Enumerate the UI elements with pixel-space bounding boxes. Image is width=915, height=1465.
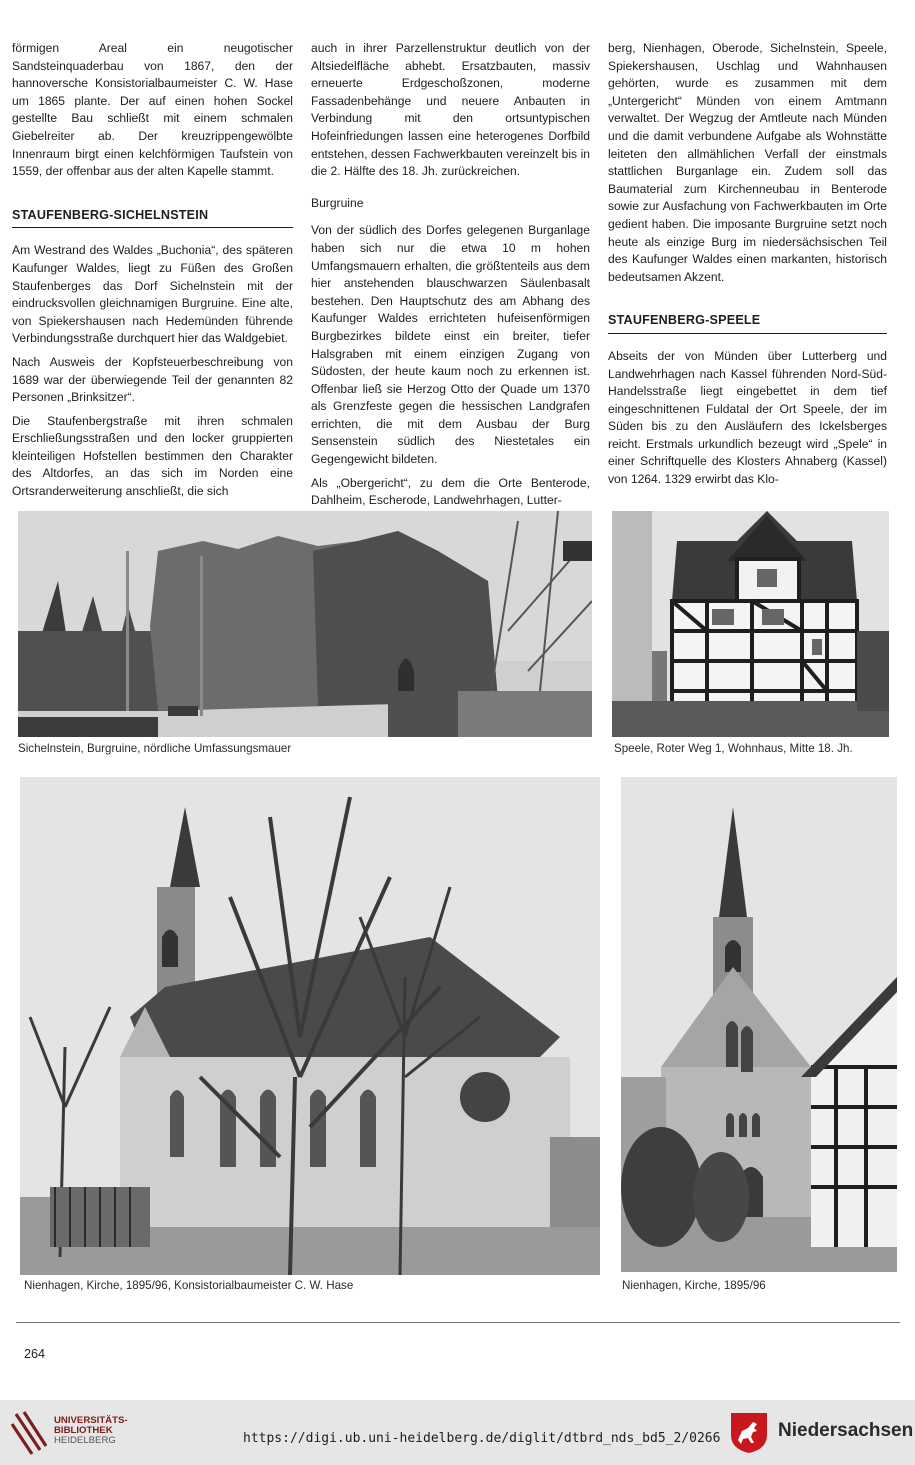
library-line-1: UNIVERSITÄTS- <box>54 1415 128 1426</box>
photo-half-timbered-house <box>612 511 889 737</box>
library-line-3: HEIDELBERG <box>54 1435 116 1447</box>
page-number: 264 <box>24 1347 46 1361</box>
caption-half-timbered-house: Speele, Roter Weg 1, Wohnhaus, Mitte 18. Jh. <box>614 742 853 755</box>
paragraph: förmigen Areal ein neugotischer Sandsteinquaderbau von 1867, den der hannoversche Konsistorialbaumeister C. W. Hase um 1865 plante. Der auf einen hohen Sockel gestellte Bau schließt mit einem schmalen Giebelreiter ab. Der kreuzrippengewölbte Innenraum birgt einen kelchförmigen Taufstein von 1559, der offenbar aus der alten Kapelle stammt. <box>12 41 293 179</box>
paragraph: berg, Nienhagen, Oberode, Sichelnstein, Speele, Spiekershausen, Uschlag und Wahnhausen gehörten, wurde es zusammen mit dem „Untergericht“ Münden von einem Amtmann verwaltet. Der Wegzug der Amtleute nach Münden und die damit verbundene Aufgabe als Wohnstätte leiteten den allmählichen Verfall der einstmals stattlichen Burganlage ein. Zudem soll das Baumaterial zum Kirchenneubau in Benterode sowie zur Ausfachung von Fachwerkbauten im Orte gedient haben. Die imposante Burgruine setzt noch heute als einzige Burg im niedersächsischen Teil des Kaufunger Waldes einen markanten, historisch bedeutsamen Akzent. <box>608 41 887 284</box>
section-heading-sichelnstein: STAUFENBERG-SICHELNSTEIN <box>12 207 293 229</box>
library-line-2: BIBLIOTHEK <box>54 1425 113 1437</box>
text-column-2 <box>311 40 590 510</box>
subheading-burgruine: Burgruine <box>311 195 364 210</box>
university-library-name[interactable] <box>54 1416 128 1447</box>
text-column-1 <box>12 40 293 501</box>
viewer-footer-bar <box>0 1400 915 1465</box>
paragraph: Als „Obergericht“, zu dem die Orte Benterode, Dahlheim, Escherode, Landwehrhagen, Lutter- <box>311 475 590 508</box>
paragraph: Abseits der von Münden über Lutterberg und Landwehrhagen nach Kassel führenden Nord-Süd-Handelsstraße liegt eingebettet in dem tief eingeschnittenen Fuldatal der Ort Speele, der im Süden bis zu den Ausläufern des Ickelsberges reicht. Erstmals urkundlich bezeugt wird „Spele“ in einer Schriftquelle des Klosters Ahnaberg (Kassel) von 1264. 1329 erwirbt das Klo- <box>608 348 887 487</box>
photo-castle-ruin <box>18 511 592 737</box>
section-heading-speele: STAUFENBERG-SPEELE <box>608 312 887 334</box>
paragraph: Am Westrand des Waldes „Buchonia“, des späteren Kaufunger Waldes, liegt zu Füßen des Großen Staufenberges das Dorf Sichelnstein mit der eindrucksvollen gleichnamigen Burgruine. Eine alte, von Spiekershausen nach Hedemünden führende Verbindungsstraße durchquert hier das Waldgebiet. <box>12 243 293 346</box>
document-url-link[interactable]: https://digi.ub.uni-heidelberg.de/diglit/dtbrd_nds_bd5_2/0266 <box>243 1431 721 1446</box>
photo-church-front-view <box>621 777 897 1272</box>
text-column-3 <box>608 40 887 489</box>
paragraph: Nach Ausweis der Kopfsteuerbeschreibung von 1689 war der überwiegende Teil der genannten 82 Personen „Brinksitzer“. <box>12 354 293 405</box>
footer-divider <box>16 1322 900 1323</box>
paragraph: Von der südlich des Dorfes gelegenen Burganlage haben sich nur die etwa 10 m hohen Umfangsmauern erhalten, die größtenteils aus dem hier anstehenden blauschwarzen Säulenbasalt bestehen. Den Hauptschutz des am Abhang des Kaufunger Waldes errichteten hufeisenförmigen Burgbezirkes bildete einst ein breiter, tiefer Halsgraben mit einem einzigen Zugang von Südosten, der heute kaum noch zu erkennen ist. Offenbar ließ sie Herzog Otto der Quade um 1370 als Grenzfeste gegen die hessischen Landgrafen errichten, die mit dem Ausbau der Burg Sensenstein südlich des Niestetales ein Gegengewicht bildeten. <box>311 223 590 467</box>
photo-church-side-view <box>20 777 600 1275</box>
caption-church-side-view: Nienhagen, Kirche, 1895/96, Konsistorialbaumeister C. W. Hase <box>24 1279 354 1292</box>
lower-saxony-label[interactable]: Niedersachsen <box>778 1420 914 1441</box>
university-library-logo-icon[interactable] <box>10 1408 48 1456</box>
lower-saxony-horse-logo-icon[interactable] <box>728 1410 770 1454</box>
paragraph: Die Staufenbergstraße mit ihren schmalen Erschließungsstraßen und den locker gruppierten kleinteiligen Hofstellen bestimmen den Charakter des Altdorfes, an das sich im Norden eine Ortsranderweiterung anschließt, die sich <box>12 413 293 499</box>
paragraph: auch in ihrer Parzellenstruktur deutlich von der Altsiedelfläche abhebt. Ersatzbauten, massiv erneuerte Erdgeschoßzonen, moderne Fassadenbehänge und neuere Anbauten in Verbindung mit den ortsuntypischen Hofeinfriedungen lassen eine heterogenes Dorfbild entstehen, dessen Fachwerkbauten vereinzelt bis in die 2. Hälfte des 18. Jh. zurückreichen. <box>311 41 590 179</box>
caption-castle-ruin: Sichelnstein, Burgruine, nördliche Umfassungsmauer <box>18 742 292 755</box>
caption-church-front-view: Nienhagen, Kirche, 1895/96 <box>622 1279 766 1292</box>
